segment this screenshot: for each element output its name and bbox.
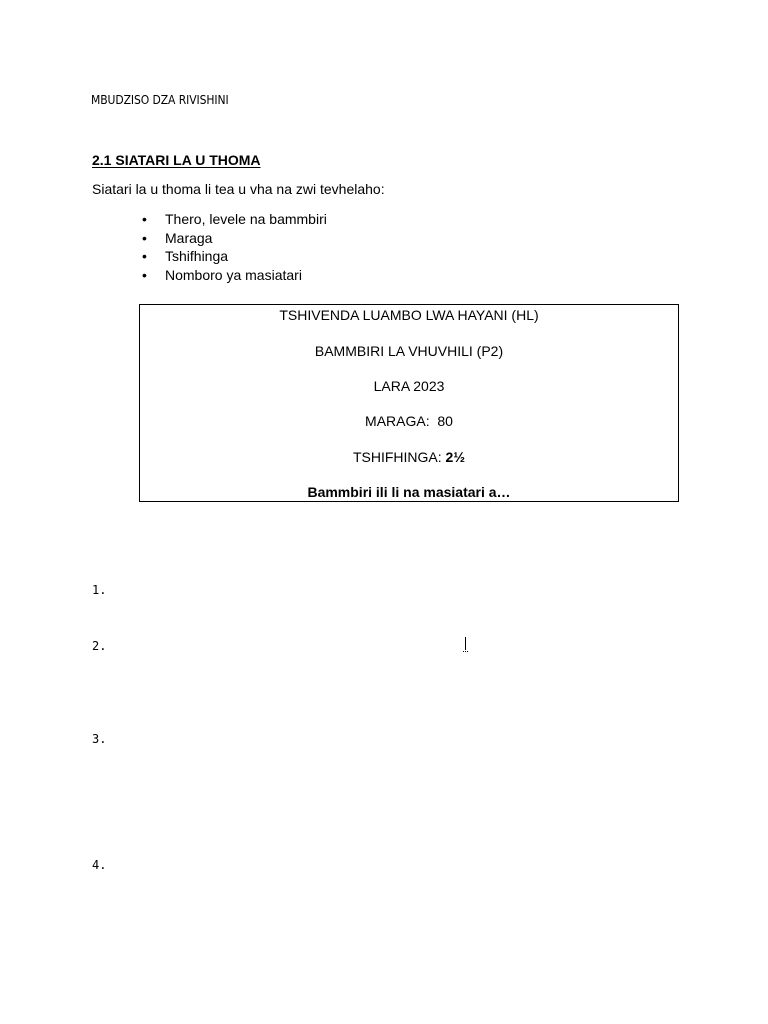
question-number-3: 3. — [92, 732, 107, 746]
list-item — [140, 247, 327, 266]
section-heading: 2.1 SIATARI LA U THOMA — [92, 152, 261, 168]
list-item-text: Nomboro ya masiatari — [165, 266, 302, 283]
subject-line: TSHIVENDA LUAMBO LWA HAYANI (HL) — [279, 307, 539, 323]
question-number-2: 2. — [92, 639, 107, 653]
bullet-icon: • — [142, 229, 147, 246]
list-item-text: Maraga — [165, 229, 213, 246]
cover-page-box — [139, 304, 679, 502]
document-header-title: MBUDZISO DZA RIVISHINI — [91, 93, 229, 107]
requirements-list — [140, 210, 327, 284]
list-item — [140, 266, 327, 285]
question-number-1: 1. — [92, 583, 107, 597]
intro-paragraph: Siatari la u thoma li tea u vha na zwi tevhelaho: — [92, 181, 385, 197]
bullet-icon: • — [142, 266, 147, 283]
time-line — [140, 449, 678, 465]
marks-line: MARAGA: 80 — [365, 413, 453, 429]
time-label: TSHIFHINGA: — [352, 449, 446, 465]
text-cursor-icon — [463, 637, 468, 653]
time-value: 2½ — [445, 449, 466, 465]
list-item-text: Tshifhinga — [165, 248, 229, 264]
bullet-icon: • — [142, 248, 147, 264]
year-line: LARA 2023 — [373, 378, 445, 394]
question-number-4: 4. — [92, 858, 107, 872]
pages-line: Bammbiri ili li na masiatari a… — [307, 484, 511, 500]
list-item-text: Thero, levele na bammbiri — [165, 211, 327, 227]
list-item — [140, 210, 327, 229]
paper-line: BAMMBIRI LA VHUVHILI (P2) — [314, 343, 504, 359]
bullet-icon: • — [142, 211, 147, 227]
list-item — [140, 229, 327, 248]
